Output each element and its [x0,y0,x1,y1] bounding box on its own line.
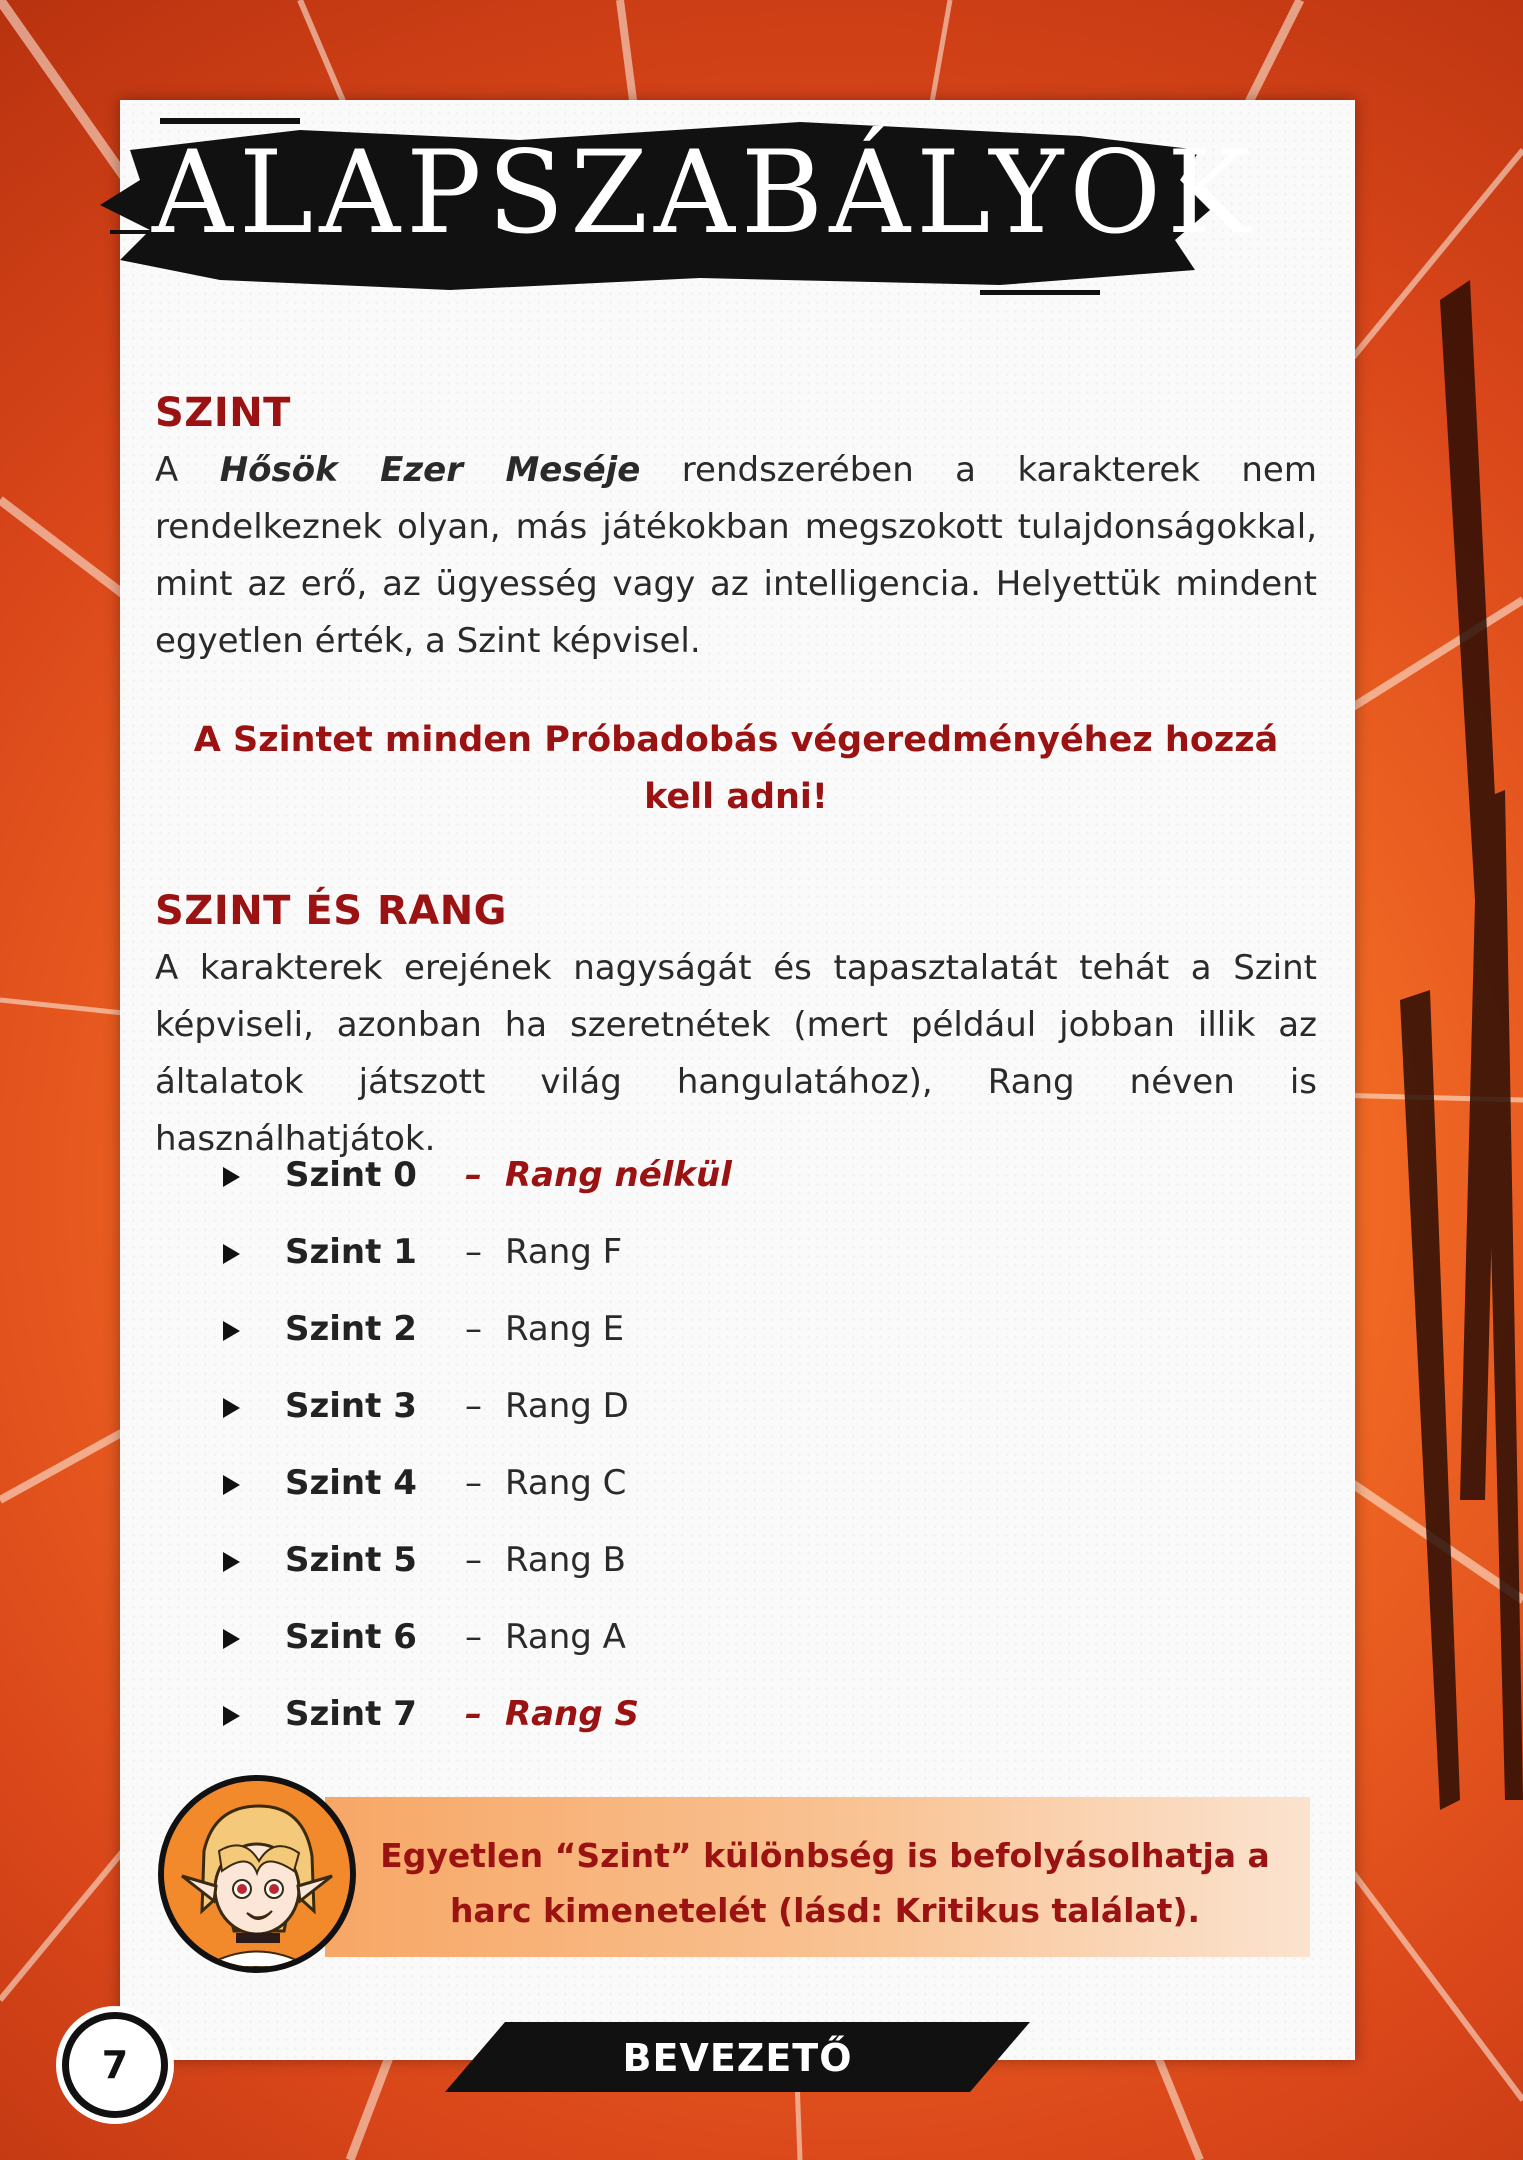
page-number-badge: 7 [62,2012,168,2118]
level-row [155,1463,1055,1540]
rank-label: Rang A [505,1617,626,1657]
szint-paragraph [155,442,1317,670]
rule-callout: A Szintet minden Próbadobás végeredményéhez hozzá kell adni! [193,720,1279,817]
paragraph-text: A [155,450,220,490]
level-dash: – [465,1386,482,1426]
paragraph-text: rendszerében a karakterek nem rendelkeznek olyan, más játékokban megszokott tulajdonságokkal, mint az erő, az ügyesség vagy az intelligencia. Helyettük mindent egyetlen érték, a Szint képvisel. [155,450,1317,661]
level-dash: – [465,1309,482,1349]
level-dash: – [465,1155,482,1195]
level-row [155,1386,1055,1463]
page-title: ALAPSZABÁLYOK [152,126,1257,260]
section-tag [445,2022,1030,2092]
level-dash: – [465,1694,482,1734]
game-title-emphasis: Hősök Ezer Meséje [219,450,641,490]
level-label: Szint 3 [285,1386,417,1426]
level-label: Szint 6 [285,1617,417,1657]
level-row [155,1617,1055,1694]
level-dash: – [465,1617,482,1657]
level-rank-list [155,1155,1055,1771]
szint-es-rang-paragraph: A karakterek erejének nagyságát és tapasztalatát tehát a Szint képviseli, azonban ha szeretnétek (mert például jobban illik az általatok játszott világ hangulatához), Rang néven is használhatjátok. [155,948,1317,1159]
section-tag-label: BEVEZETŐ [622,2036,853,2080]
level-dash: – [465,1232,482,1272]
level-label: Szint 4 [285,1463,417,1503]
level-label: Szint 7 [285,1694,417,1734]
rank-label: Rang E [505,1309,625,1349]
main-content [155,390,1317,1168]
level-row [155,1232,1055,1309]
level-row [155,1309,1055,1386]
level-label: Szint 5 [285,1540,417,1580]
level-label: Szint 2 [285,1309,417,1349]
rank-label: Rang D [505,1386,629,1426]
level-label: Szint 1 [285,1232,417,1272]
bullet-arrow-icon [223,1706,240,1726]
level-row [155,1540,1055,1617]
level-dash: – [465,1463,482,1503]
level-row [155,1155,1055,1232]
character-avatar [158,1775,356,1973]
section-heading-szint: SZINT [155,390,291,436]
rank-label: Rang F [505,1232,623,1272]
bullet-arrow-icon [223,1167,240,1187]
bullet-arrow-icon [223,1475,240,1495]
level-row [155,1694,1055,1771]
rank-label: Rang S [505,1694,639,1734]
bullet-arrow-icon [223,1244,240,1264]
rank-label: Rang nélkül [505,1155,732,1195]
bullet-arrow-icon [223,1321,240,1341]
bullet-arrow-icon [223,1398,240,1418]
level-label: Szint 0 [285,1155,417,1195]
rank-label: Rang C [505,1463,627,1503]
bullet-arrow-icon [223,1629,240,1649]
tip-text: Egyetlen “Szint” különbség is befolyásolhatja a harc kimenetelét (lásd: Kritikus találat). [380,1836,1270,1930]
section-heading-szint-es-rang: SZINT ÉS RANG [155,888,508,934]
rank-label: Rang B [505,1540,626,1580]
bullet-arrow-icon [223,1552,240,1572]
level-dash: – [465,1540,482,1580]
